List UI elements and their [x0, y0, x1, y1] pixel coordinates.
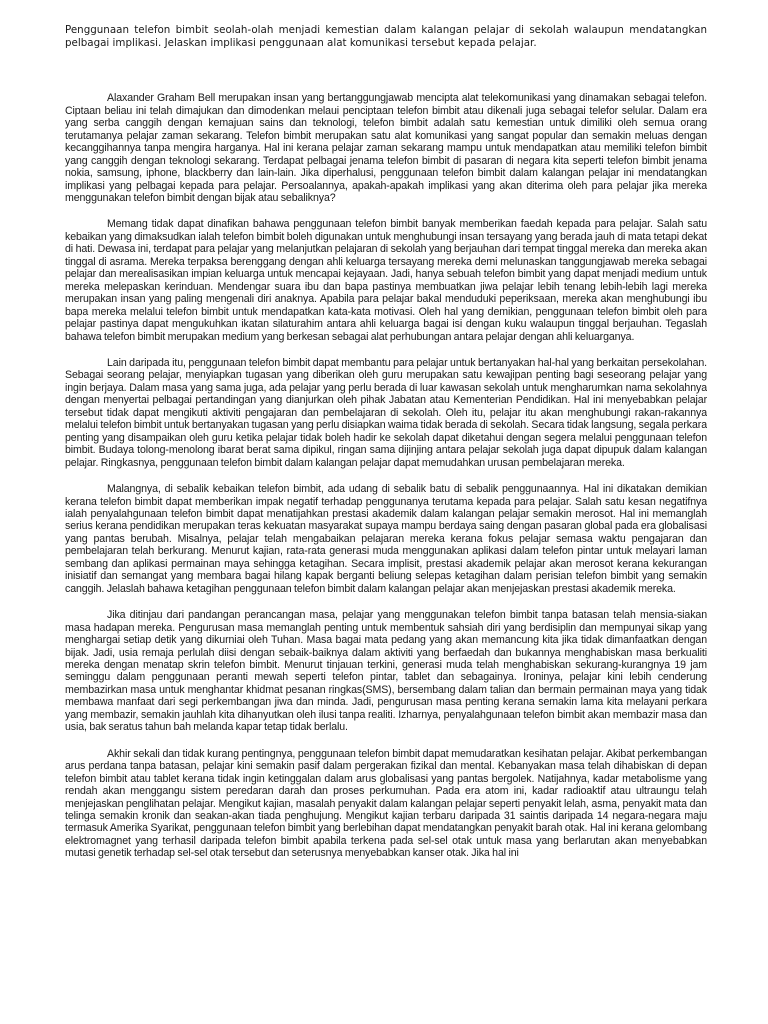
paragraph-school-matters: Lain daripada itu, penggunaan telefon bimbit dapat membantu para pelajar untuk bertanyakan hal-hal yang berkaitan persekolahan. Sebagai seorang pelajar, menyiapkan tugasan yang diberikan oleh guru merupakan satu kewajipan penting bagi seseorang pelajar yang ingin berjaya. Dalam masa yang sama juga, ada pelajar yang perlu berada di luar kawasan sekolah untuk mengharumkan nama sekolahnya dengan menyertai pelbagai pertandingan yang dianjurkan oleh pihak Jabatan atau Kementerian Pendidikan. Hal ini menyebabkan pelajar tersebut tidak dapat mengikuti aktiviti pengajaran dan pembelajaran di sekolah. Oleh itu, pelajar itu akan menghubungi rakan-rakannya melalui telefon bimbit untuk bertanyakan tugasan yang perlu disiapkan waima tidak berada di sekolah. Secara tidak langsung, segala perkara penting yang disampaikan oleh guru ketika pelajar tidak boleh hadir ke sekolah dapat diketahui dengan segera melalui penggunaan telefon bimbit. Budaya tolong-menolong ibarat berat sama dipikul, ringan sama dijinjing antara pelajar sekolah juga dapat dipupuk dalam kalangan pelajar. Ringkasnya, penggunaan telefon bimbit dalam kalangan pelajar dapat memudahkan urusan pembelajaran mereka.: [65, 357, 707, 469]
paragraph-health: Akhir sekali dan tidak kurang pentingnya, penggunaan telefon bimbit dapat memudaratkan kesihatan pelajar. Akibat perkembangan arus perdana tanpa batasan, pelajar kini semakin pasif dalam pergerakan fizikal dan mental. Kebanyakan masa telah dihabiskan di depan telefon bimbit atau tablet kerana tidak ingin ketinggalan dalam arus globalisasi yang pantas bergolek. Natijahnya, kadar metabolisme yang rendah akan menggangu sistem peredaran darah dan proses perkumuhan. Pada era atom ini, kadar radioaktif atau ultraungu telah menjejaskan penglihatan pelajar. Mengikut kajian, masalah penyakit dalam kalangan pelajar seperti penyakit lelah, asma, penyakit mata dan telinga semakin kronik dan seakan-akan tiada penghujung. Mengikut kajian terbaru daripada 31 saintis daripada 14 negara-negara maju termasuk Amerika Syarikat, penggunaan telefon bimbit yang berlebihan dapat mendatangkan penyakit barah otak. Hal ini kerana gelombang elektromagnet yang terhasil daripada telefon bimbit apabila terkena pada sel-sel otak untuk masa yang berlarutan akan menyebabkan mutasi genetik terhadap sel-sel otak tersebut dan seterusnya menyebabkan kanser otak. Jika hal ini: [65, 747, 707, 860]
paragraph-academic-decline: Malangnya, di sebalik kebaikan telefon bimbit, ada udang di sebalik batu di sebalik penggunaannya. Hal ini dikatakan demikian kerana telefon bimbit dapat memberikan impak negatif terhadap penggunanya terutama kepada para pelajar. Salah satu kesan negatifnya ialah penyalahgunaan telefon bimbit dapat menatijahkan prestasi akademik dalam kalangan pelajar semakin merosot. Hal ini memanglah serius kerana pendidikan merupakan teras kekuatan masyarakat supaya mampu berdaya saing dengan pasaran global pada era globalisasi yang pantas berubah. Misalnya, pelajar telah mengabaikan pelajaran mereka kerana fokus pelajar semasa waktu pengajaran dan pembelajaran telah berkurang. Menurut kajian, rata-rata generasi muda menggunakan aplikasi dalam telefon pintar untuk melayari laman sembang dan aplikasi permainan maya sehingga ketagihan. Secara implisit, prestasi akademik pelajar akan merosot kerana kekurangan inisiatif dan semangat yang membara bagai hilang kapak berganti beliung selepas ketagihan dalam perisian telefon bimbit yang semakin canggih. Jelaslah bahawa ketagihan penggunaan telefon bimbit dalam kalangan pelajar akan menjejaskan prestasi akademik mereka.: [65, 483, 707, 595]
paragraph-introduction: Alaxander Graham Bell merupakan insan yang bertanggungjawab mencipta alat telekomunikasi yang dinamakan sebagai telefon. Ciptaan beliau ini telah dimajukan dan dimodenkan melaui penciptaan telefon bimbit atau dikenali juga sebagai telefor selular. Dalam era yang serba canggih dengan kemajuan sains dan teknologi, telefon bimbit adalah satu kemestian untuk dimiliki oleh semua orang terutamanya pelajar zaman sekarang. Telefon bimbit merupakan satu alat komunikasi yang sangat popular dan semakin meluas dengan kecanggihannya tanpa mengira harganya. Hal ini kerana pelajar zaman sekarang mampu untuk mendapatkan atau memiliki telefon bimbit yang canggih dengan teknologi sekarang. Terdapat pelbagai jenama telefon bimbit di pasaran di negara kita seperti telefon bimbit jenama nokia, samsung, iphone, blackberry dan lain-lain. Jika diperhalusi, penggunaan telefon bimbit dalam kalangan pelajar ini mendatangkan implikasi yang pelbagai kepada para pelajar. Persoalannya, apakah-apakah implikasi yang akan diterima oleh para pelajar jika mereka menggunakan telefon bimbit dengan bijak atau sebaliknya?: [65, 92, 707, 205]
essay-page: [65, 24, 707, 1014]
paragraph-contact-family: Memang tidak dapat dinafikan bahawa penggunaan telefon bimbit banyak memberikan faedah kepada para pelajar. Salah satu kebaikan yang dimaksudkan ialah telefon bimbit boleh digunakan untuk menghubungi insan tersayang yang berada jauh di mata tetapi dekat di hati. Dewasa ini, terdapat para pelajar yang melanjutkan pelajaran di sekolah yang berjauhan dari tempat tinggal mereka dan mereka akan tinggal di asrama. Mereka terpaksa berenggang dengan ahli keluarga tersayang mereka demi melunaskan tanggungjawab mereka sebagai pelajar dan merealisasikan impian keluarga untuk mencapai kejayaan. Jadi, hanya sebuah telefon bimbit yang dapat menjadi medium untuk mereka melepaskan kerinduan. Mendengar suara ibu dan bapa pastinya membuatkan jiwa pelajar lebih tenang lebih-lebih lagi mereka merupakan insan yang paling mengenali diri anaknya. Apabila para pelajar bakal menduduki peperiksaan, mereka akan menghubungi ibu bapa mereka melalui telefon bimbit untuk mendapatkan kata-kata motivasi. Oleh hal yang demikian, penggunaan telefon bimbit oleh para pelajar pastinya dapat mengukuhkan ikatan silaturahim antara ahli keluarga bagai isi dengan kuku walaupun tinggal berjauhan. Tegaslah bahawa telefon bimbit merupakan medium yang berkesan sebagai alat perhubungan antara pelajar dengan ahli keluarganya.: [65, 218, 707, 343]
paragraph-time-management: Jika ditinjau dari pandangan perancangan masa, pelajar yang menggunakan telefon bimbit tanpa batasan telah mensia-siakan masa hadapan mereka. Pengurusan masa memanglah penting untuk membentuk sahsiah diri yang berdisiplin dan mempunyai sikap yang menghargai setiap detik yang dikurniai oleh Tuhan. Masa bagai mata pedang yang akan memancung kita jika tidak dimanfaatkan dengan bijak. Jadi, usia remaja perlulah diisi dengan sebaik-baiknya dalam aktiviti yang berfaedah dan bukannya menghabiskan masa berkualiti mereka dengan menatap skrin telefon bimbit. Menurut tinjauan terkini, generasi muda telah menghabiskan sekurang-kurangnya 19 jam seminggu dalam penggunaan peranti mewah seperti telefon pintar, tablet dan sebagainya. Ironinya, pelajar kini lebih cenderung membazirkan masa untuk menghantar khidmat pesanan ringkas(SMS), bersembang dalam talian dan bermain permainan maya yang tidak membawa manfaat dari segi perkembangan jiwa dan minda. Jadi, pengurusan masa penting kerana semakin lama kita melayani perkara yang membazir, semakin jauhlah kita dihanyutkan oleh ilusi tanpa realiti. Izharnya, penyalahgunaan telefon bimbit akan membazir masa dan usia, bak seratus tahun bah melanda kapar tetap tidak berlalu.: [65, 609, 707, 734]
essay-question: Penggunaan telefon bimbit seolah-olah menjadi kemestian dalam kalangan pelajar di sekolah walaupun mendatangkan pelbagai implikasi. Jelaskan implikasi penggunaan alat komunikasi tersebut kepada pelajar.: [65, 24, 707, 50]
